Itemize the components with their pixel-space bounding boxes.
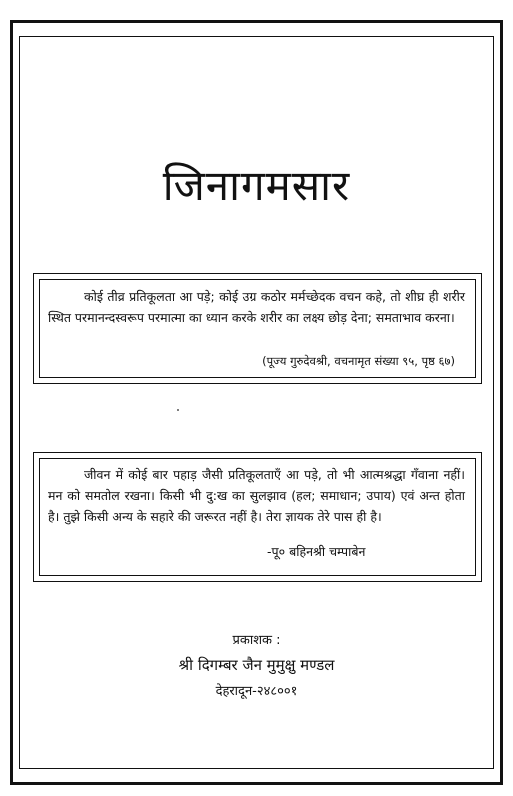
quote-2-body: जीवन में कोई बार पहाड़ जैसी प्रतिकूलताएँ आ पड़े, तो भी आत्मश्रद्धा गँवाना नहीं। मन को समतोल रखना। किसी भी दु:ख का सुलझाव (हल; समाधान; उपाय) एवं अन्त होता है। तुझे किसी अन्य के सहारे की जरूरत नहीं है। तेरा ज्ञायक तेरे पास ही है। [48,467,465,524]
quote-1-source: (पूज्य गुरुदेवश्री, वचनामृत संख्या ९५, पृष्ठ ६७) [262,354,455,368]
publisher-place: देहरादून-२४८००१ [215,684,298,699]
quote-1-text [48,286,465,328]
publisher-name: श्री दिगम्बर जैन मुमुक्षु मण्डल [178,656,335,674]
publisher-label: प्रकाशक : [232,633,281,648]
quote-2-text [48,464,465,527]
speck [177,409,179,411]
quote-1-body: कोई तीव्र प्रतिकूलता आ पड़े; कोई उग्र कठोर मर्मच्छेदक वचन कहे, तो शीघ्र ही शरीर स्थित परमानन्दस्वरूप परमात्मा का ध्यान करके शरीर का लक्ष्य छोड़ देना; समताभाव करना। [48,289,465,325]
book-title: जिनागमसार [162,161,351,210]
quote-2-source: -पू० बहिनश्री चम्पाबेन [267,544,366,559]
